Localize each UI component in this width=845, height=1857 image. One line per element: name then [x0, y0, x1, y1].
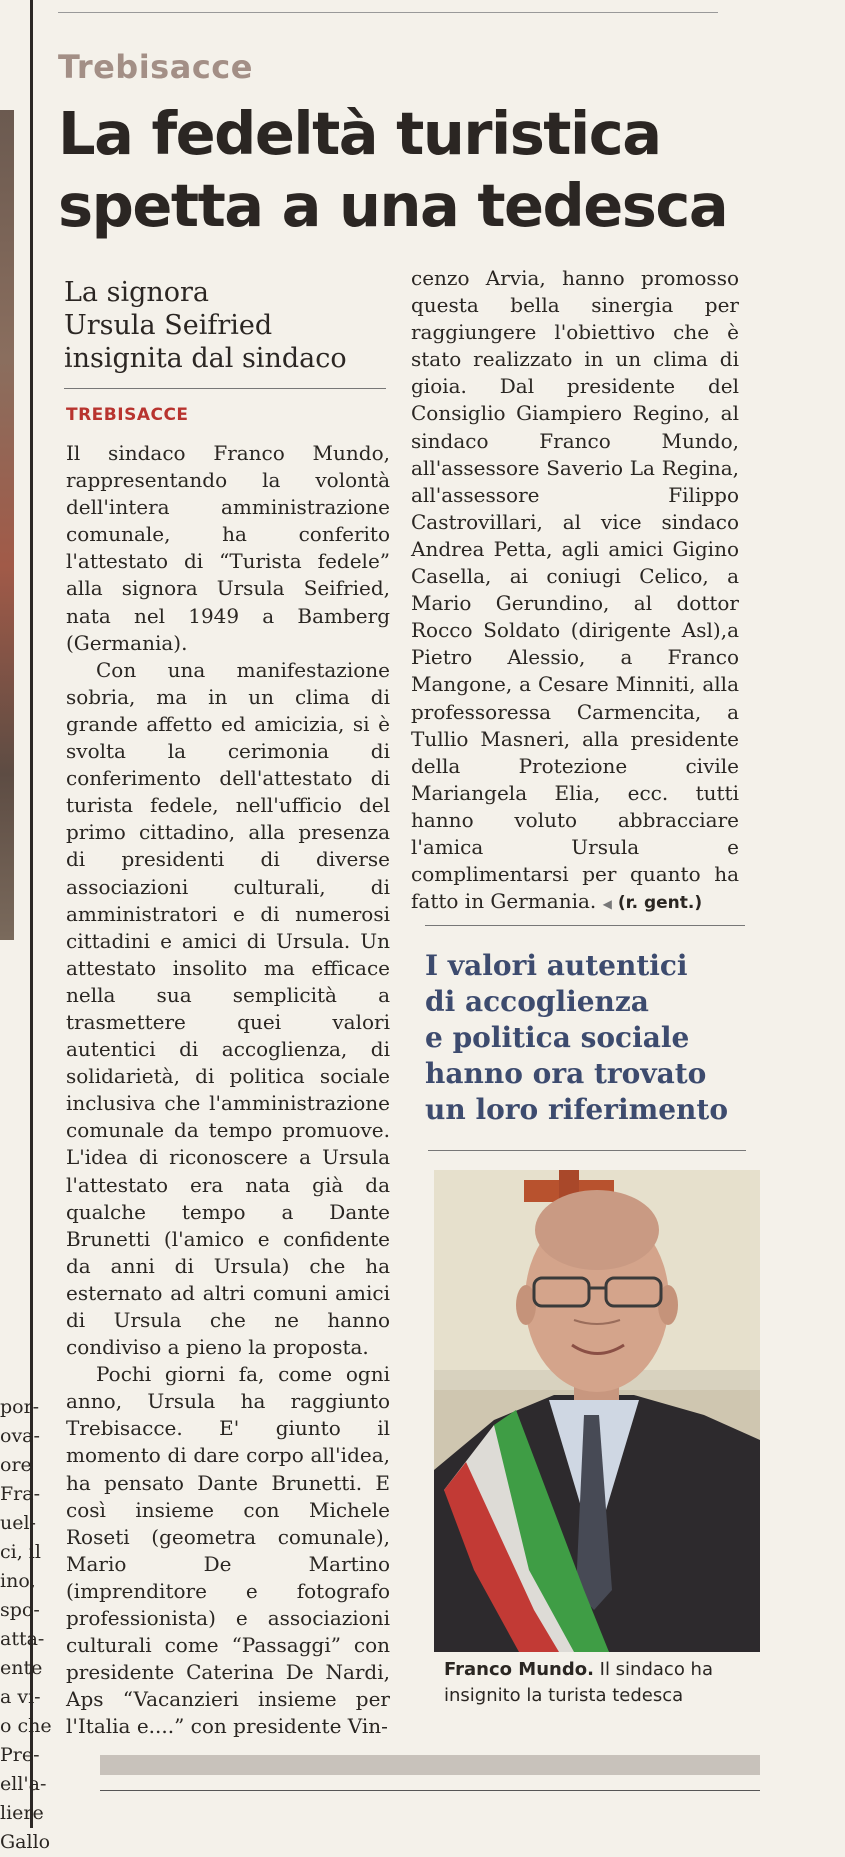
adjacent-line: ente — [0, 1657, 43, 1679]
adjacent-line: ci, il — [0, 1541, 41, 1563]
subhead-line: insignita dal sindaco — [64, 343, 347, 374]
adjacent-line: ell'a- — [0, 1773, 47, 1795]
caption-name: Franco Mundo. — [444, 1659, 594, 1680]
footer-rule — [100, 1790, 760, 1791]
adjacent-line: ino, — [0, 1570, 36, 1592]
paragraph — [411, 265, 739, 918]
paragraph: Con una manifestazione sobria, ma in un clima di grande affetto ed amicizia, si è svolta la cerimonia di conferimento dell'attestato di turista fedele, nell'ufficio del primo cittadino, alla presenza di presidenti di diverse associazioni culturali, di amministratori e di numerosi cittadini e amici di Ursula. Un attestato insolito ma efficace nella sua semplicità a trasmettere quei valori autentici di accoglienza, di solidarietà, di politica sociale inclusiva che l'amministrazione comunale da tempo promuove. L'idea di riconoscere a Ursula l'attestato era nata già da qualche tempo a Dante Brunetti (l'amico e confidente da anni di Ursula) che ha esternato ad altri comuni amici di Ursula che ne hanno condiviso a pieno la proposta. — [66, 657, 390, 1360]
pull-quote-line: un loro riferimento — [425, 1093, 728, 1126]
paragraph: Il sindaco Franco Mundo, rappresentando la volontà dell'intera amministrazione comunale, ha conferito l'attestato di “Turista fedele” alla signora Ursula Seifried, nata nel 1949 a Bamberg (Germania). — [66, 441, 390, 655]
footer-bar — [100, 1755, 760, 1775]
signature: (r. gent.) — [617, 893, 703, 914]
photo-caption — [444, 1657, 774, 1709]
adjacent-line: Gallo — [0, 1831, 51, 1853]
pull-quote-line: I valori autentici — [425, 949, 688, 982]
paragraph: Pochi giorni fa, come ogni anno, Ursula ha raggiunto Trebisacce. E' giunto il momento di dare corpo all'idea, ha pensato Dante Brunetti. E così insieme con Michele Roseti (geometra comunale), Mario De Martino (imprenditore e fotografo professionista) e associazioni culturali come “Passaggi” con presidente Caterina De Nardi, Aps “Vacanzieri insieme per l'Italia e....” con presidente Vin- — [66, 1362, 390, 1739]
adjacent-photo-edge — [0, 110, 14, 940]
headline-line: spetta a una tedesca — [58, 171, 728, 240]
byline — [603, 893, 703, 913]
adjacent-line: o che — [0, 1715, 52, 1737]
adjacent-line: liere — [0, 1802, 44, 1824]
adjacent-line: ova- — [0, 1425, 40, 1447]
adjacent-line: Fra- — [0, 1483, 41, 1505]
adjacent-line: por- — [0, 1396, 40, 1418]
divider — [64, 388, 386, 389]
body-column-2 — [411, 265, 739, 918]
divider — [425, 925, 745, 926]
pull-quote-line: e politica sociale — [425, 1021, 690, 1054]
divider — [428, 1150, 746, 1151]
caption-text: Il sindaco ha insignito la turista tedesca — [444, 1659, 713, 1706]
adjacent-line: uel- — [0, 1512, 36, 1534]
body-column-1 — [66, 440, 390, 1741]
adjacent-line: atta- — [0, 1628, 45, 1650]
section-label: TREBISACCE — [66, 405, 189, 425]
adjacent-line: Pre- — [0, 1744, 40, 1766]
mayor-photo — [434, 1170, 760, 1652]
kicker: Trebisacce — [58, 48, 253, 86]
top-rule — [58, 12, 718, 13]
adjacent-line: ore — [0, 1454, 32, 1476]
arrow-left-icon: ◀ — [602, 897, 612, 912]
adjacent-line: spo- — [0, 1599, 40, 1621]
pull-quote — [425, 948, 765, 1128]
headline — [58, 98, 778, 242]
pull-quote-line: hanno ora trovato — [425, 1057, 707, 1090]
pull-quote-line: di accoglienza — [425, 985, 649, 1018]
subheadline — [64, 276, 394, 375]
adjacent-line: a vi- — [0, 1686, 41, 1708]
subhead-line: La signora — [64, 277, 210, 308]
adjacent-column-text — [0, 1393, 52, 1857]
paragraph-text: cenzo Arvia, hanno promosso questa bella sinergia per raggiungere l'obiettivo che è stato realizzato in un clima di gioia. Dal presidente del Consiglio Giampiero Regino, al sindaco Franco Mundo, all'assessore Saverio La Regina, all'assessore Filippo Castrovillari, al vice sindaco Andrea Petta, agli amici Gigino Casella, ai coniugi Celico, a Mario Gerundino, al dottor Rocco Soldato (dirigente Asl),a Pietro Alessio, a Franco Mangone, a Cesare Minniti, alla professoressa Carmencita, a Tullio Masneri, alla presidente della Protezione civile Mariangela Elia, ecc. tutti hanno voluto abbracciare l'amica Ursula e complimentarsi per quanto ha fatto in Germania. — [411, 266, 739, 914]
headline-line: La fedeltà turistica — [58, 99, 661, 168]
subhead-line: Ursula Seifried — [64, 310, 273, 341]
